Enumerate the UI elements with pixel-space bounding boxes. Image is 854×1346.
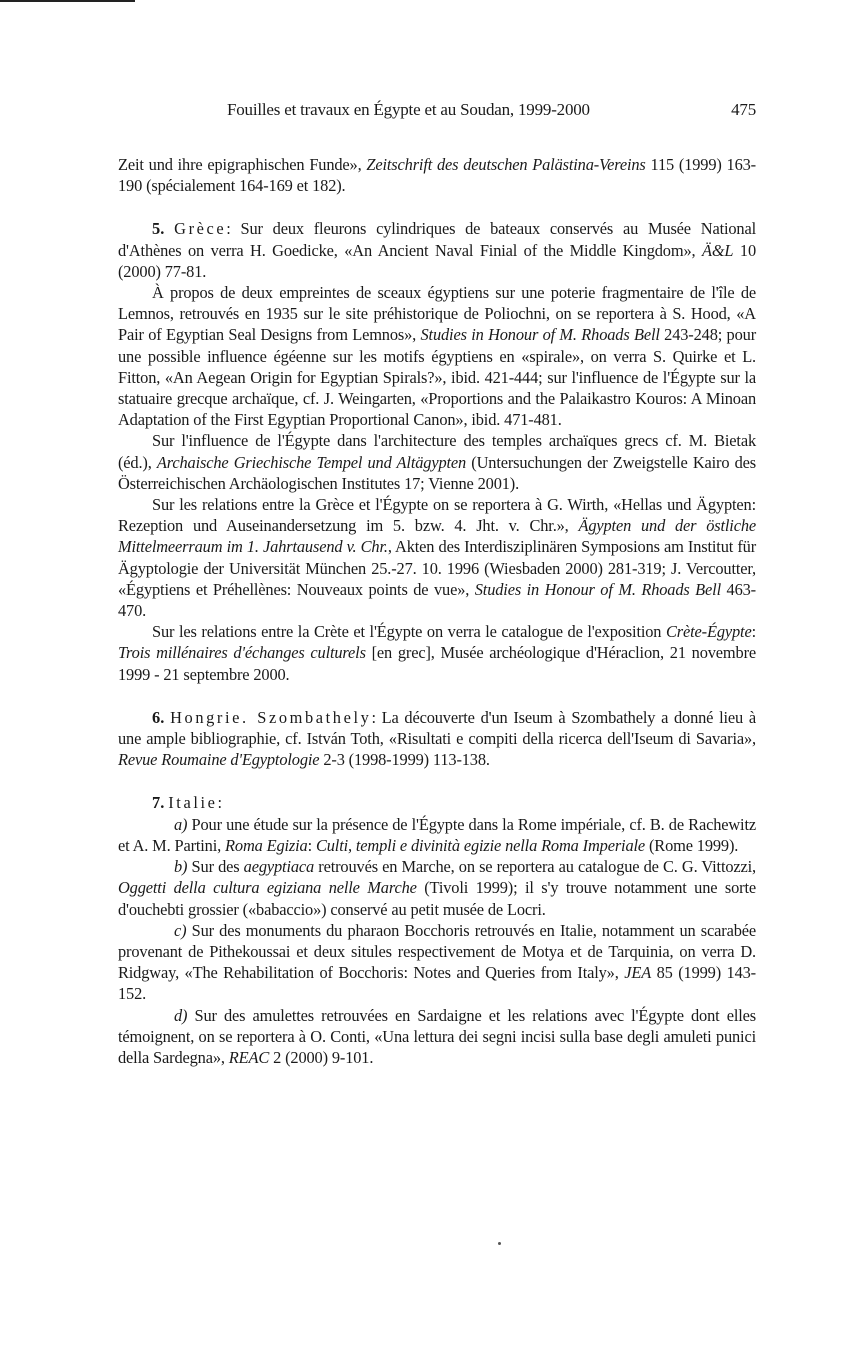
section-heading: Italie <box>168 793 218 813</box>
book-subtitle: Culti, templi e divinità egizie nella Roma Imperiale <box>315 835 646 855</box>
item-c <box>118 920 756 1005</box>
section-heading: Grèce <box>174 219 227 239</box>
continued-paragraph <box>118 154 756 196</box>
text-run: retrouvés en Marche, on se reportera au catalogue de C. G. Vittozzi, <box>314 857 756 877</box>
text-run: Sur les relations entre la Crète et l'Égypte on verra le catalogue de l'exposition <box>152 622 666 642</box>
text-run: 10 (2000) 77-81. <box>118 240 756 281</box>
item-label: c) <box>174 920 187 940</box>
journal-title: Zeitschrift des deutschen Palästina-Vereins <box>366 155 646 174</box>
text-run: : <box>217 793 222 813</box>
text-run: 2 (2000) 9-101. <box>269 1047 374 1067</box>
text-run: Sur des <box>187 857 244 877</box>
journal-title: REAC <box>228 1047 270 1067</box>
text-run: (Rome 1999). <box>645 835 739 855</box>
paragraph-crete-egypt <box>118 621 756 685</box>
text-run: [en grec], Musée archéologique d'Héraclion, 21 novembre 1999 - 21 septembre 2000. <box>118 643 756 684</box>
scan-speck <box>498 1242 501 1245</box>
item-label: d) <box>174 1005 188 1025</box>
section-number: 7. <box>152 793 165 813</box>
book-title: Studies in Honour of M. Rhoads Bell <box>474 579 721 599</box>
text-run: 243-248; pour une possible influence égéenne sur les motifs égyptiens en «spirale», on verra S. Quirke et L. Fitton, «An Aegean Origin for Egyptian Spirals?», ibid. 421-444; sur l'influence de l'Égypte sur la statuaire grecque archaïque, cf. J. Weingarten, «Proportions and the Palaikastro Kouros: A Minoan Adaptation of the First Egyptian Proportional Canon», ibid. 471-481. <box>118 325 757 430</box>
section-number: 5. <box>152 219 165 239</box>
item-b <box>118 856 756 920</box>
section-number: 6. <box>152 707 165 727</box>
book-title: Oggetti della cultura egiziana nelle Marche <box>118 878 417 898</box>
page-body <box>118 154 756 1068</box>
journal-title: Ä&L <box>701 240 734 260</box>
text-run: (Untersuchungen der Zweigstelle Kairo des Österreichischen Archäologischen Institutes 17; Vienne 2001). <box>118 452 756 493</box>
text-run: À propos de deux empreintes de sceaux égyptiens sur une poterie fragmentaire de l'île de Lemnos, retrouvés en 1935 sur le site préhistorique de Poliochni, on se reportera à S. Hood, «A Pair of Egyptian Seal Designs from Lemnos», <box>118 283 756 345</box>
text-run: 85 (1999) 143-152. <box>118 963 756 1004</box>
section-7-italy <box>118 792 756 813</box>
text-run: : Sur deux fleurons cylindriques de bateaux conservés au Musée National d'Athènes on verra H. Goedicke, «An Ancient Naval Finial of the Middle Kingdom», <box>118 219 756 260</box>
section-6-hungary <box>118 707 756 771</box>
book-title: Ägypten und der östliche Mittelmeerraum im 1. Jahrtausend v. Chr. <box>118 516 756 557</box>
paragraph-greece-egypt <box>118 494 756 621</box>
item-a <box>118 814 756 856</box>
journal-title: Revue Roumaine d'Egyptologie <box>118 750 320 770</box>
text-run: Sur des amulettes retrouvées en Sardaigne et les relations avec l'Égypte dont elles témoignent, on se reportera à O. Conti, «Una lettura dei segni incisi sulla base degli amuleti punici della Sardegna», <box>118 1005 756 1067</box>
text-run: : <box>307 835 316 855</box>
scan-edge-rule <box>0 0 135 2</box>
book-title: Archaische Griechische Tempel und Altägypten <box>156 452 467 472</box>
paragraph-architecture <box>118 430 756 494</box>
journal-title: JEA <box>624 963 652 983</box>
text-run: Zeit und ihre epigraphischen Funde», <box>118 155 367 174</box>
book-title: Studies in Honour of M. Rhoads Bell <box>420 325 660 345</box>
text-run: 2-3 (1998-1999) 113-138. <box>319 750 490 770</box>
item-label: b) <box>174 857 188 877</box>
section-5-greece <box>118 218 756 282</box>
page-number: 475 <box>731 100 756 119</box>
item-label: a) <box>174 814 188 834</box>
text-run: (Tivoli 1999); il s'y trouve notamment une sorte d'ouchebti grossier («babaccio») conservé au petit musée de Locri. <box>118 878 756 919</box>
exhibition-subtitle: Trois millénaires d'échanges culturels <box>118 643 366 663</box>
text-run: Sur l'influence de l'Égypte dans l'architecture des temples archaïques grecs cf. M. Bietak (éd.), <box>118 431 756 472</box>
term: aegyptiaca <box>243 857 315 877</box>
paragraph-lemnos <box>118 282 756 430</box>
text-run: Sur des monuments du pharaon Bocchoris retrouvés en Italie, notamment un scarabée provenant de Pithekoussai et deux situles respectivement de Motya et de Tarquinia, on verra D. Ridgway, «The Rehabilitation of Bocchoris: Notes and Queries from Italy», <box>118 920 756 983</box>
text-run: : <box>751 622 756 642</box>
section-heading: Hongrie. Szombathely <box>170 707 372 727</box>
item-d <box>118 1005 756 1069</box>
text-run: : La découverte d'un Iseum à Szombathely a donné lieu à une ample bibliographie, cf. István Toth, «Risultati e compiti della ricerca dell'Iseum di Savaria», <box>118 707 756 749</box>
text-run: 115 (1999) 163-190 (spécialement 164-169 et 182). <box>118 155 756 196</box>
running-header <box>120 100 756 124</box>
text-run: Pour une étude sur la présence de l'Égypte dans la Rome impériale, cf. B. de Rachewitz et A. M. Partini, <box>118 814 756 855</box>
book-title: Roma Egizia <box>225 835 308 855</box>
text-run: 463-470. <box>118 579 756 621</box>
text-run: Sur les relations entre la Grèce et l'Égypte on se reportera à G. Wirth, «Hellas und Ägypten: Rezeption und Auseinandersetzung im 5. bzw. 4. Jht. v. Chr.», <box>118 495 756 536</box>
exhibition-title: Crète-Égypte <box>666 622 752 642</box>
text-run: , Akten des Interdisziplinären Symposions am Institut für Ägyptologie der Universität München 25.-27. 10. 1996 (Wiesbaden 2000) 281-319; J. Vercoutter, «Égyptiens et Préhellènes: Nouveaux points de vue», <box>118 537 757 599</box>
running-title: Fouilles et travaux en Égypte et au Soudan, 1999-2000 <box>227 100 590 119</box>
